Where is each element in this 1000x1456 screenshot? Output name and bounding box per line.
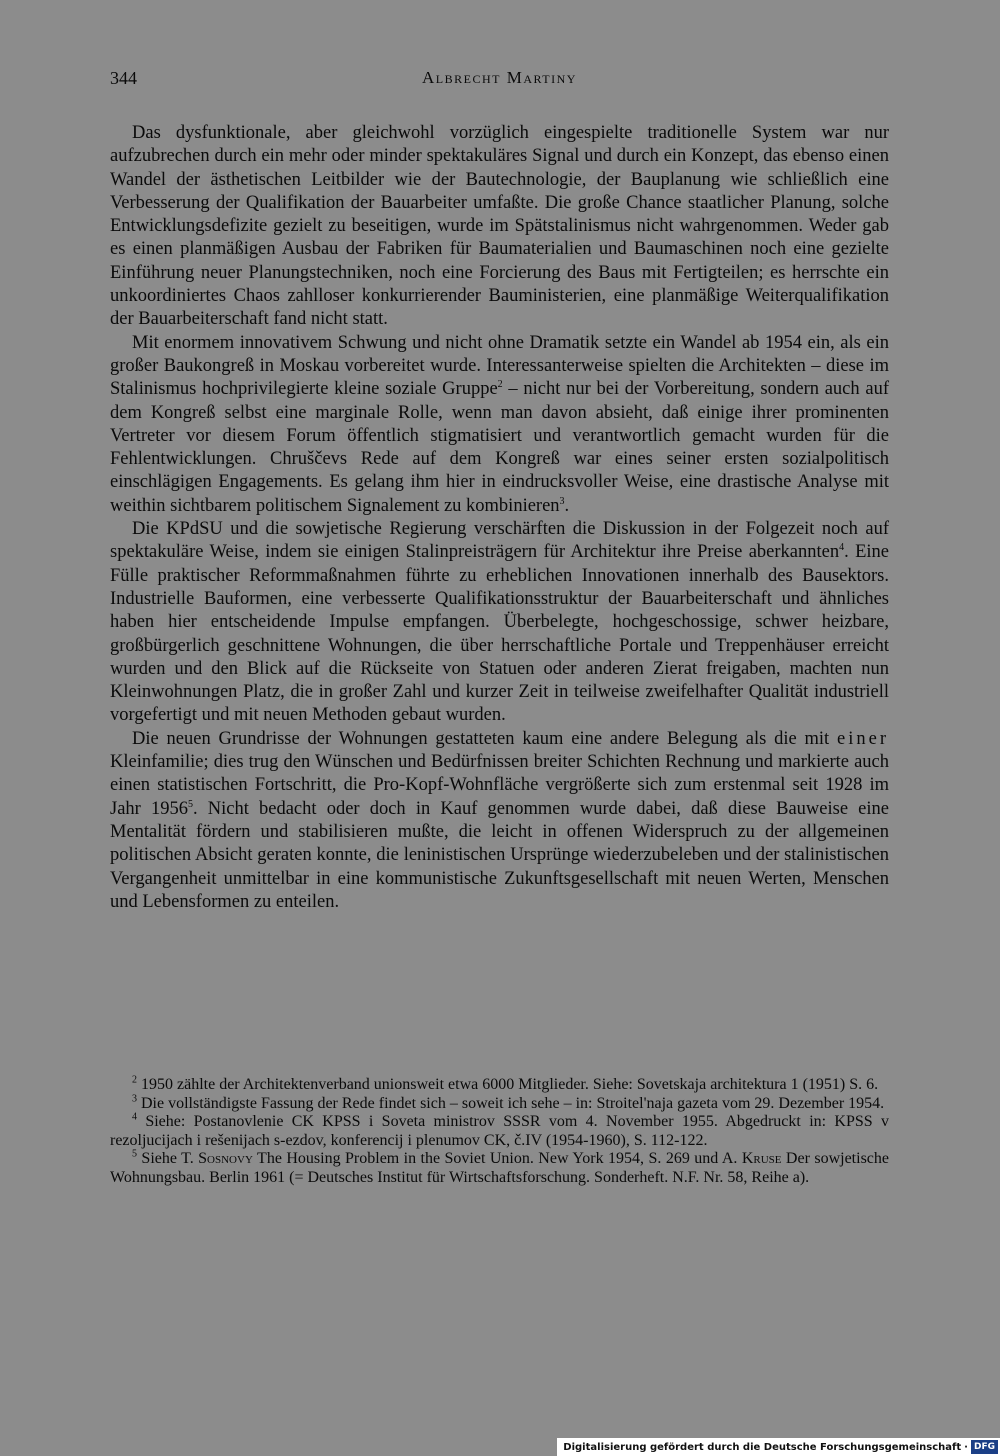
paragraph-4-text-a: Die neuen Grundrisse der Wohnungen gestatteten kaum eine andere Belegung als die mit <box>132 728 838 749</box>
footnote-4-number: 4 <box>132 1111 137 1123</box>
footnote-5-author-1: Sosnovy <box>198 1150 253 1168</box>
footnote-5-number: 5 <box>132 1149 137 1161</box>
body-text <box>110 122 889 914</box>
paragraph-1-text: Das dysfunktionale, aber gleichwohl vorzüglich eingespielte traditionelle System war nur aufzubrechen durch ein mehr oder minder spektakuläres Signal und durch ein Konzept, das ebenso einen Wandel der ästhetischen Leitbilder wie der Bautechnologie, der Bauplanung wie schließlich eine Verbesserung der Qualifikation der Bauarbeiter umfaßte. Die große Chance staatlicher Planung, solche Entwicklungsdefizite gezielt zu beseitigen, wurde im Spätstalinismus nicht wahrgenommen. Weder gab es einen planmäßigen Ausbau der Fabriken für Baumaterialien und Baumaschinen noch eine gezielte Einführung neuer Planungstechniken, noch eine Forcierung des Baus mit Fertigteilen; es herrschte ein unkoordiniertes Chaos zahlloser konkurrierender Bauministerien, eine planmäßige Weiterqualifikation der Bauarbeiterschaft fand nicht statt. <box>110 123 889 330</box>
paragraph-4-text-c: . Nicht bedacht oder doch in Kauf genommen wurde dabei, daß diese Bauweise eine Mentalität fördern und stabilisieren mußte, die leicht in offenen Widerspruch zu der allgemeinen politischen Absicht geraten konnte, die leninistischen Ursprünge wiederzubeleben und der stalinistischen Vergangenheit unmittelbar in eine kommunistische Zukunftsgesellschaft mit neuen Werten, Menschen und Lebensformen zu enteilen. <box>110 798 889 912</box>
page-header <box>110 68 889 98</box>
footnote-ref-2: 2 <box>497 379 503 391</box>
footnote-4-text: Siehe: Postanovlenie CK KPSS i Soveta ministrov SSSR vom 4. November 1955. Abgedruckt in: KPSS v rezoljucijach i rešenijach s-ezdov, konferencij i plenumov CK, č.IV (1954-1960), S. 112-122. <box>110 1113 889 1149</box>
paragraph-3 <box>110 518 889 728</box>
footnote-ref-3: 3 <box>559 495 565 507</box>
footnotes <box>110 1076 889 1188</box>
footnote-5-text-a: Siehe T. <box>137 1150 199 1168</box>
digitization-credit <box>557 1438 1000 1456</box>
footnote-2 <box>110 1076 889 1095</box>
footnote-5-text-c: Der sowjetische Wohnungsbau. Berlin 1961 (= Deutsches Institut für Wirtschaftsforschung. Sonderheft. N.F. Nr. 58, Reihe a). <box>110 1150 890 1186</box>
footnote-4 <box>110 1113 889 1150</box>
footnote-ref-4: 4 <box>839 542 845 554</box>
credit-separator: · <box>964 1441 968 1453</box>
footnote-3 <box>110 1095 889 1114</box>
paragraph-3-text-a: Die KPdSU und die sowjetische Regierung verschärften die Diskussion in der Folgezeit noch auf spektakuläre Weise, indem sie einigen Stalinpreisträgern für Architektur ihre Preise aberkannten <box>110 519 889 563</box>
paragraph-2-text-a: Mit enormem innovativem Schwung und nicht ohne Dramatik setzte ein Wandel ab 1954 ein, als ein großer Baukongreß in Moskau vorbereitet wurde. Interessanterweise spielten die Architekten – diese im Stalinismus hochprivilegierte kleine soziale Gruppe <box>110 332 889 400</box>
dfg-logo: DFG <box>971 1440 998 1454</box>
paragraph-2-text-c: . <box>564 495 570 516</box>
credit-text: Digitalisierung gefördert durch die Deutsche Forschungsgemeinschaft <box>563 1441 962 1453</box>
footnote-3-number: 3 <box>132 1093 137 1105</box>
footnote-3-text: Die vollständigste Fassung der Rede findet sich – soweit ich sehe – in: Stroitel'naja gazeta vom 29. Dezember 1954. <box>137 1094 885 1112</box>
footnote-2-text: 1950 zählte der Architektenverband unionsweit etwa 6000 Mitglieder. Siehe: Sovetskaja architektura 1 (1951) S. 6. <box>137 1076 879 1093</box>
page-number: 344 <box>110 68 137 88</box>
footnote-5 <box>110 1150 889 1187</box>
footnote-5-text-b: The Housing Problem in the Soviet Union. New York 1954, S. 269 und A. <box>252 1150 742 1168</box>
paragraph-4-text-b: Kleinfamilie; dies trug den Wünschen und Bedürfnissen breiter Schichten Rechnung und markierte auch einen statistischen Fortschritt, die Pro-Kopf-Wohnfläche vergrößerte sich zum erstenmal seit 1928 im Jahr 1956 <box>110 752 889 819</box>
paragraph-1 <box>110 122 889 332</box>
footnote-2-number: 2 <box>132 1074 137 1086</box>
paragraph-2 <box>110 332 889 518</box>
paragraph-3-text-b: . Eine Fülle praktischer Reformmaßnahmen führte zu erheblichen Innovationen innerhalb des Bausektors. Industrielle Bauformen, eine verbesserte Qualifikationsstruktur der Bauarbeiterschaft und ähnliches haben hier entscheidende Impulse empfangen. Überbelegte, hochgeschossige, schwer heizbare, großbürgerlich geschnittene Wohnungen, die über herrschaftliche Portale und Treppenhäuser erreicht wurden und den Blick auf die Rückseite von Statuen oder anderen Zierat freigaben, machten nun Kleinwohnungen Platz, die in großer Zahl und kurzer Zeit in teilweise zweifelhafter Qualität industriell vorgefertigt und mit neuen Methoden gebaut wurden. <box>110 542 889 726</box>
paragraph-2-text-b: – nicht nur bei der Vorbereitung, sondern auch auf dem Kongreß selbst eine marginale Rolle, wenn man davon absieht, daß einige ihrer prominenten Vertreter vor diesem Forum öffentlich stigmatisiert und verantwortlich gemacht wurden für die Fehlentwicklungen. Chruščevs Rede auf dem Kongreß war eines seiner ersten sozialpolitisch einschlägigen Engagements. Es gelang ihm hier in eindrucksvoller Weise, eine drastische Analyse mit weithin sichtbarem politischem Signalement zu kombinieren <box>110 379 889 516</box>
footnote-5-author-2: Kruse <box>741 1150 782 1168</box>
paragraph-4 <box>110 728 889 914</box>
footnote-ref-5: 5 <box>187 798 193 810</box>
running-head: Albrecht Martiny <box>422 68 577 87</box>
paragraph-4-emphasis: einer <box>837 728 889 749</box>
